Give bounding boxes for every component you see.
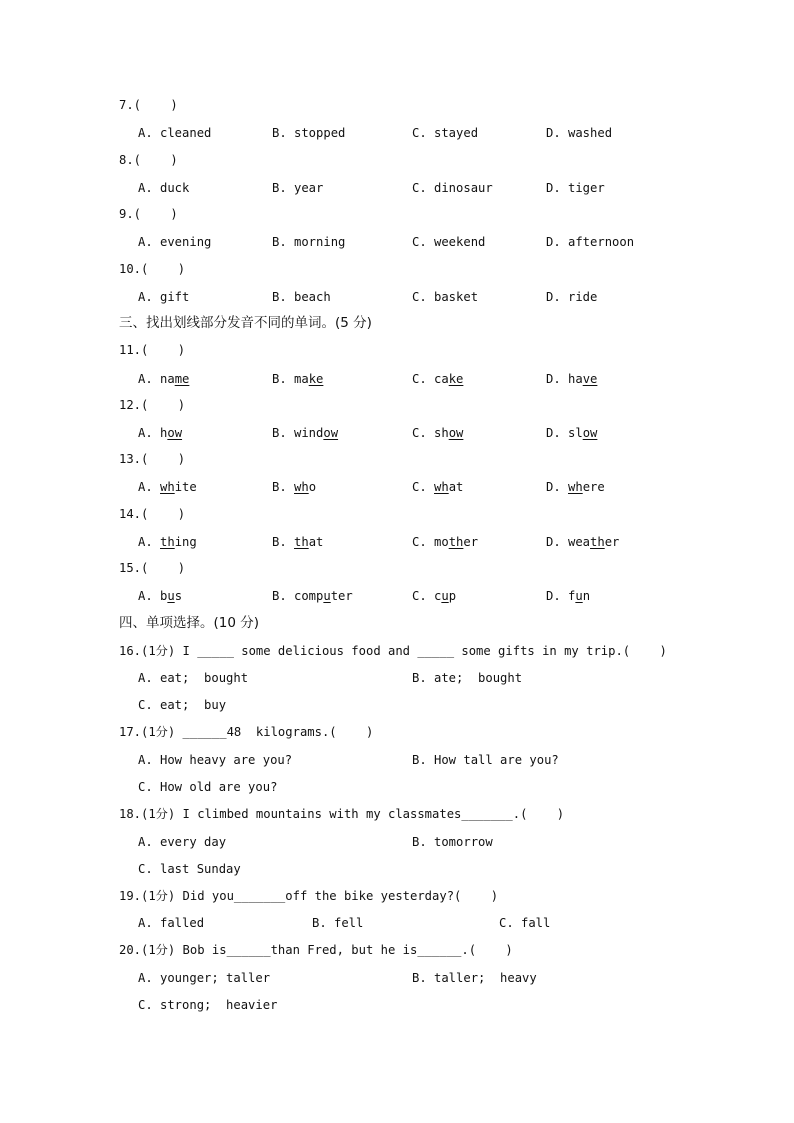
option-text: ter xyxy=(330,589,353,603)
question-stem: 12.( ) xyxy=(119,398,186,412)
question-stem: 19.(1分) Did you_______off the bike yesterday?( ) xyxy=(119,889,499,903)
option-text: o xyxy=(308,480,317,494)
question-stem: 9.( ) xyxy=(119,207,178,221)
option-c: C. stayed xyxy=(412,126,479,140)
option-b: B. How tall are you? xyxy=(412,753,559,767)
option-c: C. last Sunday xyxy=(138,862,241,876)
underlined-letters: u xyxy=(575,589,583,603)
option-b: B. morning xyxy=(272,235,346,249)
question-stem: 20.(1分) Bob is______than Fred, but he is______.( ) xyxy=(119,943,513,957)
option-c xyxy=(412,423,463,443)
option-text: A. na xyxy=(138,372,175,386)
option-text: B. comp xyxy=(272,589,324,603)
option-a: A. duck xyxy=(138,181,190,195)
option-c: C. How old are you? xyxy=(138,780,278,794)
option-c xyxy=(412,586,456,606)
option-a xyxy=(138,586,182,606)
option-a: A. younger; taller xyxy=(138,971,271,985)
underlined-letters: ow xyxy=(448,426,464,440)
option-a xyxy=(138,423,182,443)
option-b xyxy=(272,586,353,606)
option-a xyxy=(138,477,197,497)
option-b xyxy=(272,423,338,443)
question-stem: 16.(1分) I _____ some delicious food and _____ some gifts in my trip.( ) xyxy=(119,644,667,658)
option-text: A. xyxy=(138,535,161,549)
option-text: er xyxy=(463,535,479,549)
option-text: B. xyxy=(272,480,295,494)
option-b: B. beach xyxy=(272,290,331,304)
option-a: A. eat; bought xyxy=(138,671,249,685)
option-d xyxy=(546,423,597,443)
option-d: D. tiger xyxy=(546,181,605,195)
option-c: C. eat; buy xyxy=(138,698,227,712)
option-c: C. strong; heavier xyxy=(138,998,278,1012)
option-b: B. taller; heavy xyxy=(412,971,537,985)
underlined-letters: th xyxy=(448,535,464,549)
option-b: B. ate; bought xyxy=(412,671,523,685)
underlined-letters: u xyxy=(323,589,331,603)
option-text: D. f xyxy=(546,589,576,603)
option-d xyxy=(546,477,605,497)
option-c xyxy=(412,477,463,497)
underlined-letters: me xyxy=(174,372,190,386)
option-d: D. ride xyxy=(546,290,598,304)
underlined-letters: ow xyxy=(167,426,183,440)
underlined-letters: wh xyxy=(568,480,583,494)
question-stem: 8.( ) xyxy=(119,153,178,167)
option-b: B. fell xyxy=(312,916,364,930)
question-stem: 14.( ) xyxy=(119,507,186,521)
option-a xyxy=(138,532,197,552)
option-text: A. b xyxy=(138,589,168,603)
option-text: C. sh xyxy=(412,426,449,440)
option-text: at xyxy=(308,535,324,549)
option-a: A. How heavy are you? xyxy=(138,753,293,767)
underlined-letters: th xyxy=(160,535,175,549)
option-text: B. xyxy=(272,535,295,549)
underlined-letters: u xyxy=(167,589,175,603)
option-d: D. washed xyxy=(546,126,613,140)
option-b: B. tomorrow xyxy=(412,835,493,849)
question-stem: 10.( ) xyxy=(119,262,186,276)
option-d xyxy=(546,369,597,389)
option-text: B. ma xyxy=(272,372,309,386)
option-c: C. dinosaur xyxy=(412,181,493,195)
option-text: D. wea xyxy=(546,535,591,549)
question-stem: 11.( ) xyxy=(119,343,186,357)
underlined-letters: ke xyxy=(448,372,464,386)
option-text: p xyxy=(448,589,457,603)
underlined-letters: th xyxy=(590,535,605,549)
section-heading: 四、单项选择。(10 分) xyxy=(119,615,260,631)
option-a: A. falled xyxy=(138,916,205,930)
question-stem: 7.( ) xyxy=(119,98,178,112)
underlined-letters: wh xyxy=(294,480,309,494)
question-stem: 17.(1分) ______48 kilograms.( ) xyxy=(119,725,374,739)
option-d: D. afternoon xyxy=(546,235,635,249)
option-a: A. every day xyxy=(138,835,227,849)
underlined-letters: ow xyxy=(582,426,598,440)
option-text: er xyxy=(604,535,620,549)
underlined-letters: ke xyxy=(308,372,324,386)
underlined-letters: ve xyxy=(582,372,598,386)
underlined-letters: wh xyxy=(160,480,175,494)
option-b xyxy=(272,532,323,552)
option-c xyxy=(412,532,478,552)
option-text: C. xyxy=(412,480,435,494)
option-c: C. fall xyxy=(499,916,551,930)
option-text: A. xyxy=(138,480,161,494)
option-b xyxy=(272,477,316,497)
option-c: C. basket xyxy=(412,290,479,304)
option-text: A. h xyxy=(138,426,168,440)
option-text: at xyxy=(448,480,464,494)
question-stem: 13.( ) xyxy=(119,452,186,466)
option-a: A. cleaned xyxy=(138,126,212,140)
question-stem: 15.( ) xyxy=(119,561,186,575)
underlined-letters: th xyxy=(294,535,309,549)
option-a xyxy=(138,369,189,389)
underlined-letters: u xyxy=(441,589,449,603)
option-a: A. evening xyxy=(138,235,212,249)
option-text: C. ca xyxy=(412,372,449,386)
option-d xyxy=(546,532,619,552)
option-c xyxy=(412,369,463,389)
option-text: D. sl xyxy=(546,426,583,440)
option-a: A. gift xyxy=(138,290,190,304)
underlined-letters: wh xyxy=(434,480,449,494)
option-text: ite xyxy=(174,480,197,494)
option-b: B. year xyxy=(272,181,324,195)
section-heading: 三、找出划线部分发音不同的单词。(5 分) xyxy=(119,315,372,331)
option-text: s xyxy=(174,589,183,603)
option-text: C. mo xyxy=(412,535,449,549)
question-stem: 18.(1分) I climbed mountains with my classmates_______.( ) xyxy=(119,807,565,821)
option-text: C. c xyxy=(412,589,442,603)
option-b: B. stopped xyxy=(272,126,346,140)
option-text: n xyxy=(582,589,591,603)
option-c: C. weekend xyxy=(412,235,486,249)
option-b xyxy=(272,369,323,389)
option-text: D. xyxy=(546,480,569,494)
option-text: ing xyxy=(174,535,197,549)
option-d xyxy=(546,586,590,606)
option-text: ere xyxy=(582,480,605,494)
option-text: B. wind xyxy=(272,426,324,440)
option-text: D. ha xyxy=(546,372,583,386)
underlined-letters: ow xyxy=(323,426,339,440)
